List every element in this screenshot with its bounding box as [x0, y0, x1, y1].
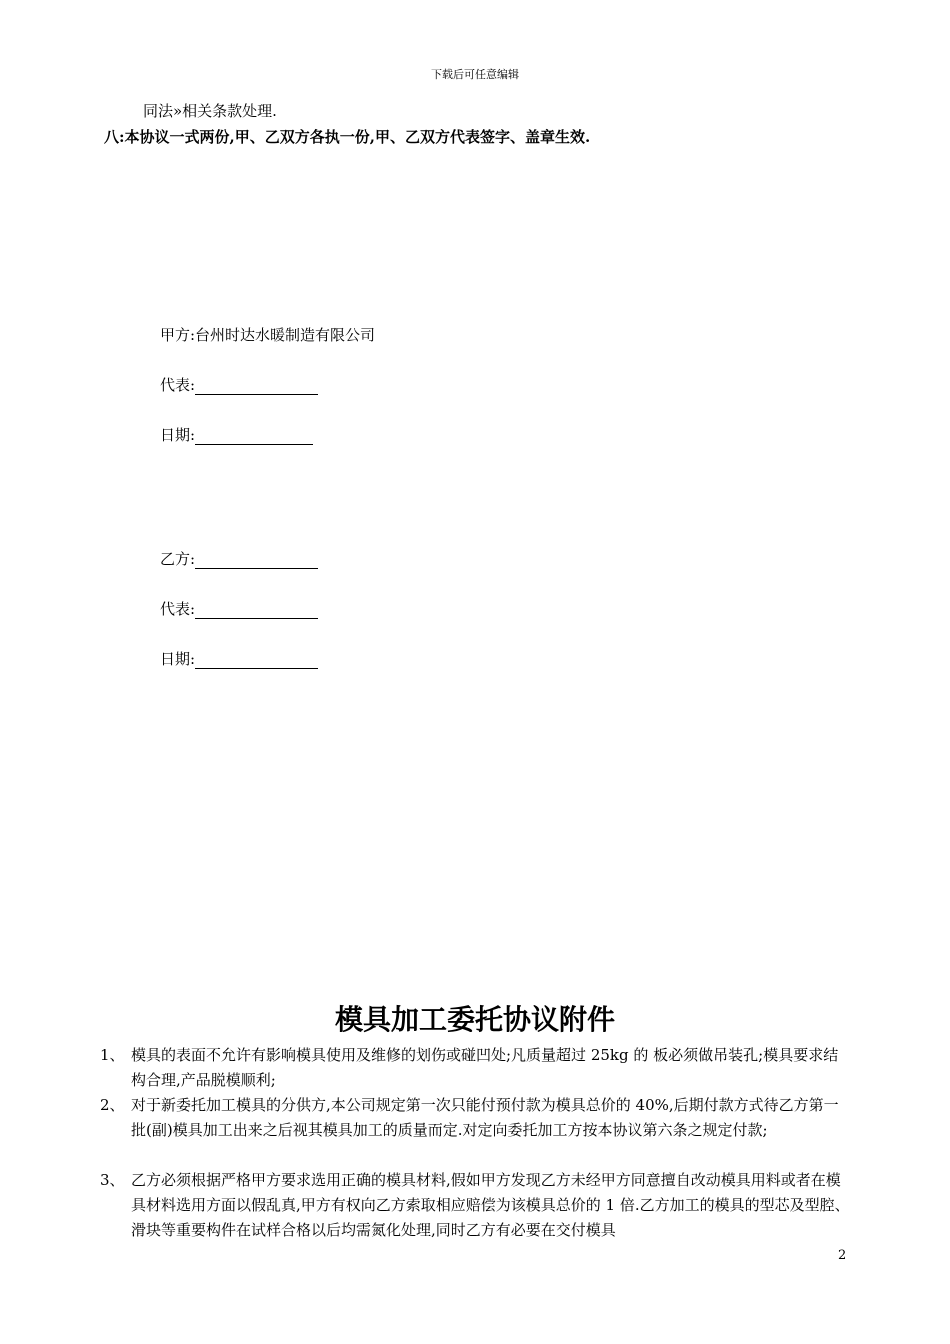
annex-item-number: 1、 — [100, 1046, 125, 1064]
party-a-date-blank — [195, 428, 313, 445]
party-a-representative — [160, 374, 318, 395]
party-a-date-label: 日期: — [160, 426, 196, 444]
party-b-representative-label: 代表: — [160, 600, 196, 618]
annex-item-number: 2、 — [100, 1096, 125, 1114]
annex-item-text: 乙方必须根据严格甲方要求选用正确的模具材料,假如甲方发现乙方未经甲方同意擅自改动模具用料或者在模具材料选用方面以假乱真,甲方有权向乙方索取相应赔偿为该模具总价的 1 倍.乙方加工的模具的型芯及型腔、滑块等重要构件在试样合格以后均需氮化处理,同时乙方有必要在交付模具 — [131, 1171, 850, 1239]
party-b-representative — [160, 598, 318, 619]
page-number: 2 — [838, 1248, 847, 1263]
continuation-line: 同法»相关条款处理. — [143, 102, 277, 120]
annex-item-text: 模具的表面不允许有影响模具使用及维修的划伤或碰凹处;凡质量超过 25kg 的 板必须做吊装孔;模具要求结构合理,产品脱模顺利; — [131, 1046, 839, 1089]
party-b-date-label: 日期: — [160, 650, 196, 668]
annex-item-3 — [100, 1168, 850, 1243]
annex-title: 模具加工委托协议附件 — [334, 1003, 615, 1036]
annex-item-1 — [100, 1043, 850, 1093]
party-b-name-blank — [195, 552, 318, 569]
party-b-name — [160, 548, 318, 569]
party-a-representative-blank — [195, 378, 318, 395]
annex-item-number: 3、 — [100, 1171, 125, 1189]
annex-item-text: 对于新委托加工模具的分供方,本公司规定第一次只能付预付款为模具总价的 40%,后期付款方式待乙方第一批(副)模具加工出来之后视其模具加工的质量而定.对定向委托加工方按本协议第六条之规定付款; — [131, 1096, 839, 1139]
page-header-note: 下载后可任意编辑 — [431, 68, 519, 81]
annex-item-2 — [100, 1093, 850, 1143]
party-b-representative-blank — [195, 602, 318, 619]
party-a-representative-label: 代表: — [160, 376, 196, 394]
party-a-name: 甲方:台州时达水暖制造有限公司 — [160, 326, 376, 344]
party-b-name-label: 乙方: — [160, 550, 196, 568]
party-b-date — [160, 648, 318, 669]
party-a-date — [160, 424, 313, 445]
clause-eight: 八:本协议一式两份,甲、乙双方各执一份,甲、乙双方代表签字、盖章生效. — [104, 128, 591, 146]
party-b-date-blank — [195, 652, 318, 669]
